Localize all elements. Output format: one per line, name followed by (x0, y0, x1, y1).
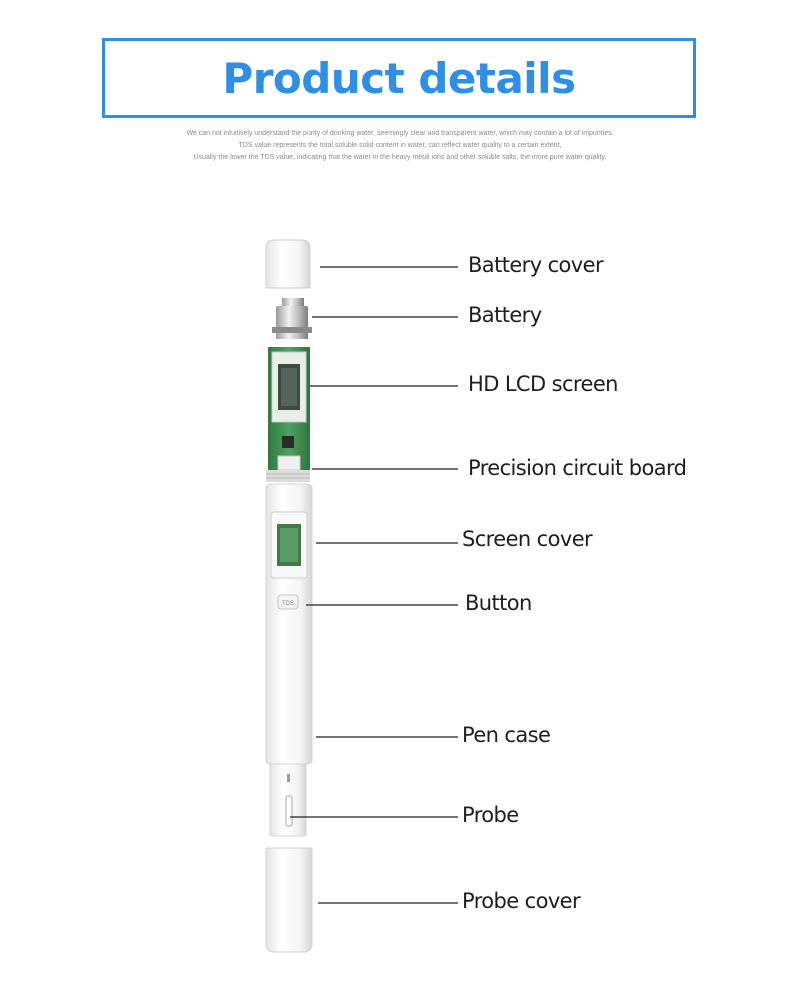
leader-lines (290, 267, 458, 903)
intro-line: Usually the lower the TDS value, indicating that the water in the heavy metal ions and other soluble salts, the more pure water quality. (193, 154, 607, 161)
pen-case (266, 484, 312, 764)
probe (270, 764, 306, 836)
label-probe: Probe (462, 803, 519, 827)
label-battery-cover: Battery cover (468, 253, 603, 277)
label-screen-cover: Screen cover (462, 527, 593, 551)
label-hd-lcd-screen: HD LCD screen (468, 372, 618, 396)
probe-cover (266, 848, 312, 952)
label-battery: Battery (468, 303, 542, 327)
intro-line: We can not intuitively understand the purity of drinking water, seemingly clear and transparent water, which may contain a lot of impurities. (186, 130, 614, 137)
button-text: TDS (282, 601, 294, 607)
circuit-board (266, 347, 310, 482)
page-title: Product details (222, 53, 576, 103)
label-precision-circuit-board: Precision circuit board (468, 456, 687, 480)
label-probe-cover: Probe cover (462, 889, 581, 913)
label-button: Button (465, 591, 532, 615)
battery (272, 298, 312, 339)
intro-line: TDS value represents the total soluble solid content in water, can reflect water quality to a certain extent, (238, 142, 562, 149)
battery-cover (266, 240, 310, 288)
label-pen-case: Pen case (462, 723, 551, 747)
